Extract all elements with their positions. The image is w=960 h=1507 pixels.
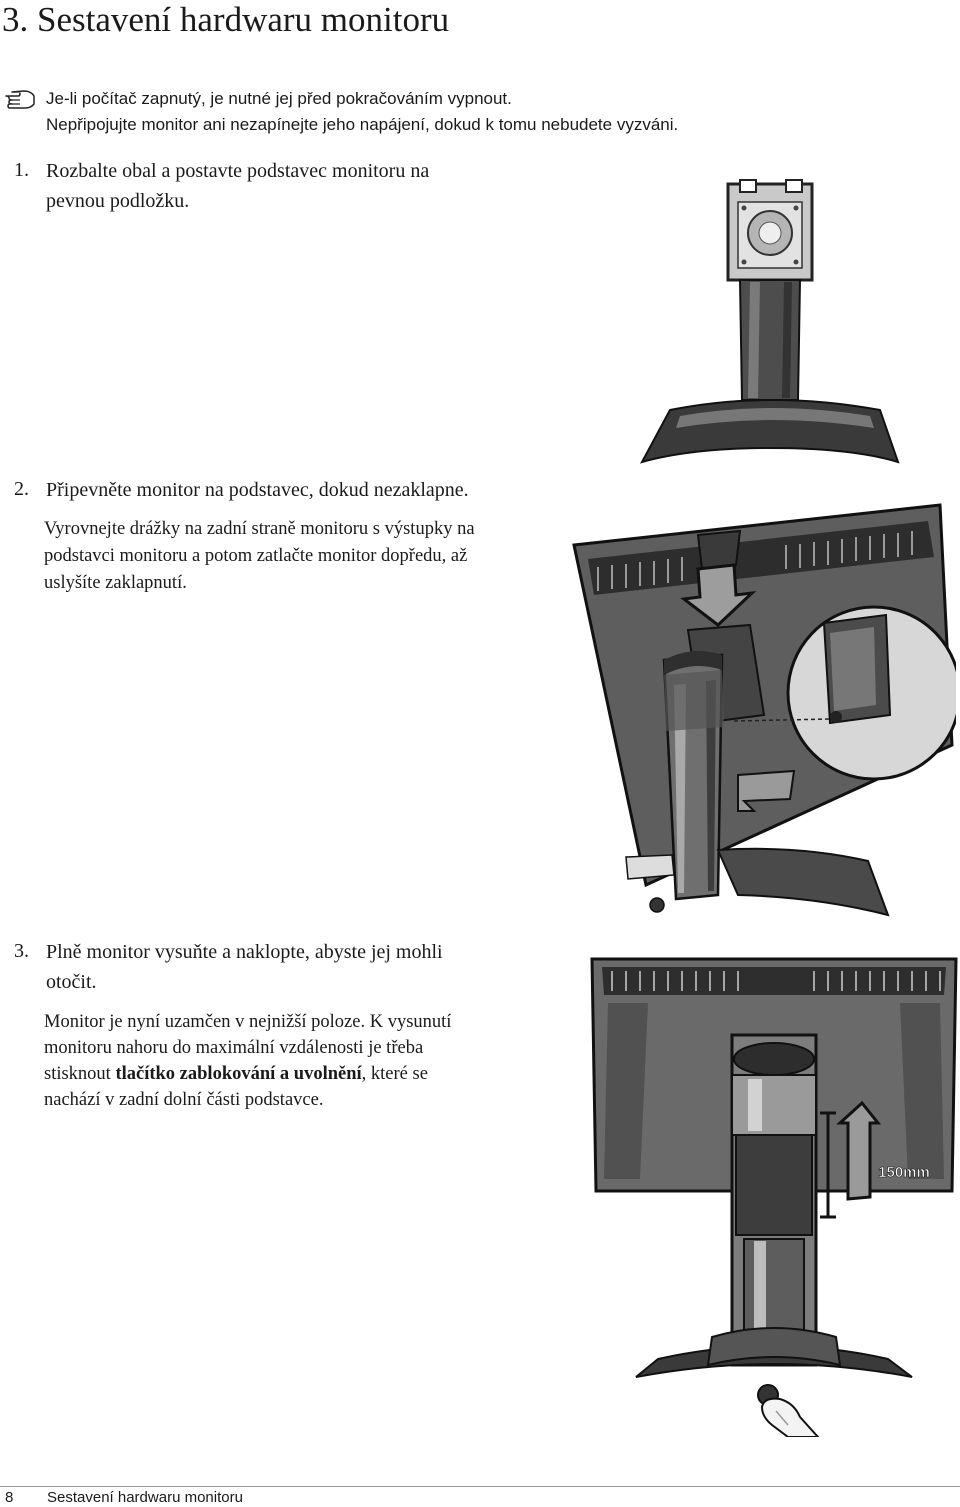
step-2-body-line-1: Vyrovnejte drážky na zadní straně monitoru s výstupky na [44, 519, 475, 539]
step-2-body-line-2: podstavci monitoru a potom zatlačte monitor dopředu, až [44, 546, 468, 566]
step-3-body-text-after: , které se [361, 1064, 428, 1084]
step-3-body-line-2: monitoru nahoru do maximální vzdálenosti je třeba [44, 1038, 424, 1058]
step-3-body-line-4: nachází v zadní dolní části podstavce. [44, 1090, 324, 1110]
height-label: 150mm [878, 1164, 930, 1181]
step-3-number: 3. [14, 940, 29, 962]
step-3-body-line-3 [44, 1061, 428, 1087]
lock-release-button-label: tlačítko zablokování a uvolnění [115, 1064, 362, 1084]
step-3-heading-line-1: Plně monitor vysuňte a naklopte, abyste jej mohli [46, 941, 443, 963]
footer-page-number: 8 [5, 1489, 14, 1506]
pointing-hand-icon [4, 88, 36, 110]
footer-section-title: Sestavení hardwaru monitoru [47, 1489, 243, 1506]
step-2-body-line-3: uslyšíte zaklapnutí. [44, 573, 187, 593]
monitor-attach-illustration [568, 495, 956, 920]
step-2-number: 2. [14, 478, 29, 500]
monitor-stand-illustration [640, 178, 906, 468]
step-3-heading-line-2: otočit. [46, 971, 97, 993]
step-1-heading-line-1: Rozbalte obal a postavte podstavec monitoru na [46, 160, 430, 182]
step-3-body-line-1: Monitor je nyní uzamčen v nejnižší poloze. K vysunutí [44, 1012, 452, 1032]
step-2-heading: Připevněte monitor na podstavec, dokud nezaklapne. [46, 479, 469, 501]
footer-rule [0, 1486, 960, 1487]
note-line-2: Nepřipojujte monitor ani nezapínejte jeho napájení, dokud k tomu nebudete vyzváni. [46, 115, 679, 134]
step-3-body-text-before: stisknout [44, 1064, 116, 1084]
step-1-number: 1. [14, 159, 29, 181]
monitor-height-illustration [588, 955, 960, 1437]
step-1-heading-line-2: pevnou podložku. [46, 190, 190, 212]
note-line-1: Je-li počítač zapnutý, je nutné jej před pokračováním vypnout. [46, 89, 512, 108]
page-title: 3. Sestavení hardwaru monitoru [2, 0, 450, 39]
